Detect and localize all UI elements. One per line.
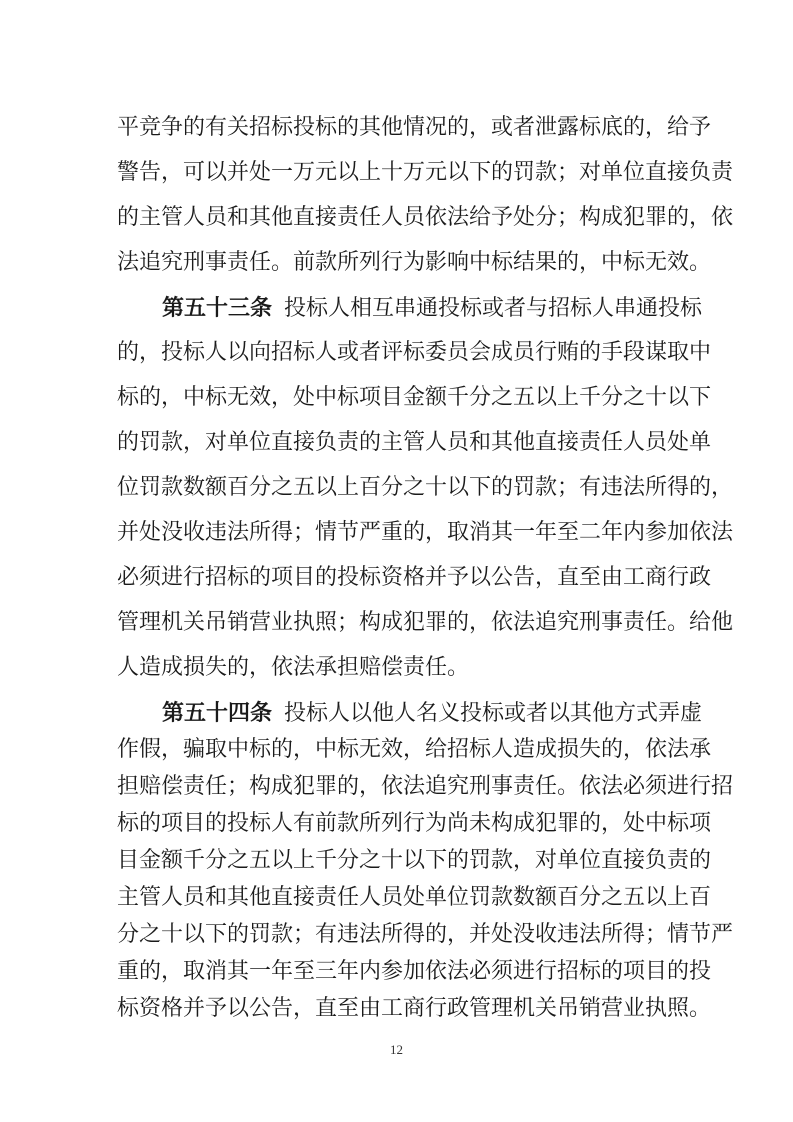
- article-54-line: 标的项目的投标人有前款所列行为尚未构成犯罪的，处中标项: [117, 811, 712, 836]
- article-54-line: 分之十以下的罚款；有违法所得的，并处没收违法所得；情节严: [117, 922, 734, 947]
- article-53-line: 位罚款数额百分之五以上百分之十以下的罚款；有违法所得的，: [117, 475, 734, 500]
- article-53-line: 管理机关吊销营业执照；构成犯罪的，依法追究刑事责任。给他: [117, 610, 734, 635]
- article-53-line: 的罚款，对单位直接负责的主管人员和其他直接责任人员处单: [117, 430, 712, 455]
- paragraph-line: 平竞争的有关招标投标的其他情况的，或者泄露标底的，给予: [117, 115, 712, 140]
- article-53-heading: 第五十三条: [162, 295, 273, 321]
- article-54-line: 重的，取消其一年至三年内参加依法必须进行招标的项目的投: [117, 959, 712, 984]
- article-54-first-line: [162, 695, 703, 731]
- article-53-first-line: [162, 290, 703, 326]
- article-54-text: 投标人以他人名义投标或者以其他方式弄虚: [284, 701, 703, 726]
- paragraph-line: 的主管人员和其他直接责任人员依法给予处分；构成犯罪的，依: [117, 205, 734, 230]
- paragraph-line: 法追究刑事责任。前款所列行为影响中标结果的，中标无效。: [117, 250, 712, 275]
- article-54-line: 标资格并予以公告，直至由工商行政管理机关吊销营业执照。: [117, 996, 712, 1021]
- article-53-line: 并处没收违法所得；情节严重的，取消其一年至二年内参加依法: [117, 520, 734, 545]
- article-53-line: 必须进行招标的项目的投标资格并予以公告，直至由工商行政: [117, 565, 712, 590]
- article-53-line: 的，投标人以向招标人或者评标委员会成员行贿的手段谋取中: [117, 340, 712, 365]
- article-53-line: 人造成损失的，依法承担赔偿责任。: [117, 655, 470, 680]
- article-54-line: 担赔偿责任；构成犯罪的，依法追究刑事责任。依法必须进行招: [117, 774, 734, 799]
- article-54-line: 主管人员和其他直接责任人员处单位罚款数额百分之五以上百: [117, 885, 712, 910]
- article-54-line: 作假，骗取中标的，中标无效，给招标人造成损失的，依法承: [117, 737, 712, 762]
- article-53-line: 标的，中标无效，处中标项目金额千分之五以上千分之十以下: [117, 385, 712, 410]
- article-54-heading: 第五十四条: [162, 700, 273, 726]
- article-53-text: 投标人相互串通投标或者与招标人串通投标: [284, 296, 703, 321]
- page-number: 12: [390, 1042, 403, 1057]
- paragraph-line: 警告，可以并处一万元以上十万元以下的罚款；对单位直接负责: [117, 160, 734, 185]
- article-54-line: 目金额千分之五以上千分之十以下的罚款，对单位直接负责的: [117, 848, 712, 873]
